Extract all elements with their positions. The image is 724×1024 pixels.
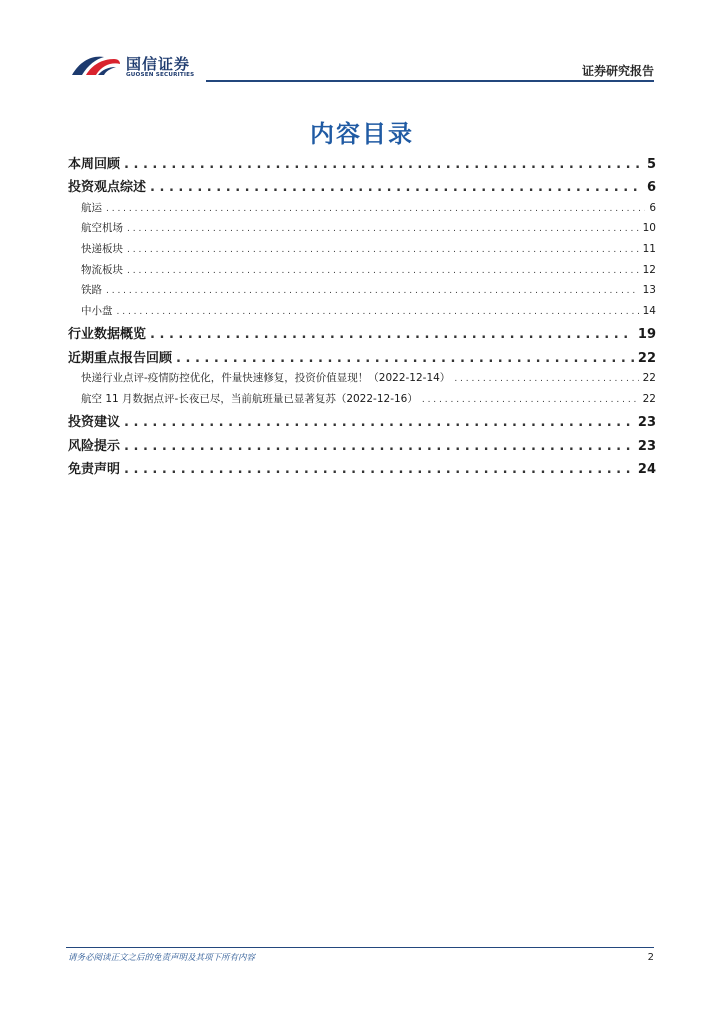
report-type-label: 证券研究报告	[581, 64, 654, 78]
toc-entry-page: 22	[642, 372, 656, 385]
header-divider	[206, 80, 654, 82]
toc-entry-level-2[interactable]	[68, 220, 656, 241]
toc-entry-label: 物流板块	[81, 263, 123, 276]
toc-entry-label: 中小盘	[81, 304, 113, 317]
toc-entry-label: 航空机场	[81, 222, 123, 235]
toc-entry-page: 19	[637, 327, 656, 343]
toc-entry-page: 22	[637, 350, 656, 366]
toc-entry-page: 10	[642, 222, 656, 235]
toc-entry-level-1[interactable]	[68, 153, 656, 176]
toc-dot-leader	[124, 157, 643, 172]
toc-entry-label: 免责声明	[68, 462, 121, 478]
toc-dot-leader	[150, 327, 634, 342]
toc-entry-page: 6	[649, 201, 656, 214]
toc-entry-page: 23	[637, 438, 656, 454]
toc-dot-leader	[127, 245, 639, 255]
toc-dot-leader	[106, 286, 639, 296]
toc-entry-label: 航运	[81, 201, 102, 214]
toc-entry-label: 航空 11 月数据点评-长夜已尽，当前航班量已显著复苏（2022-12-16）	[81, 392, 418, 405]
toc-entry-label: 投资建议	[68, 415, 121, 431]
toc-dot-leader	[422, 395, 639, 405]
toc-entry-label: 风险提示	[68, 438, 121, 454]
toc-entry-label: 铁路	[81, 284, 102, 297]
toc-dot-leader	[176, 351, 634, 366]
toc-entry-label: 快递行业点评-疫情防控优化，件量快速修复，投资价值显现！（2022-12-14）	[81, 372, 451, 385]
toc-entry-label: 行业数据概览	[68, 327, 147, 343]
toc-entry-page: 12	[642, 263, 656, 276]
toc-entry-level-1[interactable]	[68, 411, 656, 434]
toc-entry-level-1[interactable]	[68, 458, 656, 481]
toc-dot-leader	[127, 266, 639, 276]
toc-entry-label: 投资观点综述	[68, 180, 147, 196]
toc-dot-leader	[150, 180, 643, 195]
toc-entry-page: 22	[642, 392, 656, 405]
toc-entry-level-1[interactable]	[68, 176, 656, 199]
toc-entry-level-2[interactable]	[68, 391, 656, 412]
footer-divider	[66, 947, 654, 948]
toc-entry-level-2[interactable]	[68, 200, 656, 221]
toc-entry-label: 近期重点报告回顾	[68, 350, 173, 366]
toc-entry-level-1[interactable]	[68, 435, 656, 458]
toc-entry-level-2[interactable]	[68, 262, 656, 283]
toc-entry-level-2[interactable]	[68, 303, 656, 324]
toc-dot-leader	[124, 415, 634, 430]
page-number: 2	[647, 952, 654, 963]
toc-entry-page: 14	[642, 304, 656, 317]
table-of-contents	[68, 153, 656, 481]
toc-dot-leader	[117, 307, 639, 317]
toc-dot-leader	[106, 204, 645, 214]
guosen-logo-icon	[70, 51, 122, 81]
toc-entry-level-2[interactable]	[68, 241, 656, 262]
toc-entry-page: 13	[642, 284, 656, 297]
toc-dot-leader	[454, 374, 638, 384]
brand-name-en: GUOSEN SECURITIES	[126, 72, 195, 78]
brand-name-cn: 国信证券	[126, 55, 191, 73]
toc-dot-leader	[124, 439, 634, 454]
toc-title: 内容目录	[310, 120, 414, 148]
toc-dot-leader	[124, 462, 634, 477]
toc-entry-level-1[interactable]	[68, 323, 656, 346]
toc-entry-label: 快递板块	[81, 242, 123, 255]
toc-entry-page: 24	[637, 462, 656, 478]
toc-entry-label: 本周回顾	[68, 157, 121, 172]
toc-dot-leader	[127, 224, 639, 234]
disclaimer-note: 请务必阅读正文之后的免责声明及其项下所有内容	[68, 953, 256, 963]
page-header	[0, 0, 724, 90]
toc-entry-level-1[interactable]	[68, 347, 656, 370]
toc-entry-level-2[interactable]	[68, 370, 656, 391]
toc-entry-page: 11	[642, 242, 656, 255]
toc-entry-page: 6	[646, 180, 656, 196]
toc-entry-page: 23	[637, 415, 656, 431]
toc-entry-level-2[interactable]	[68, 282, 656, 303]
toc-entry-page: 5	[646, 157, 656, 172]
